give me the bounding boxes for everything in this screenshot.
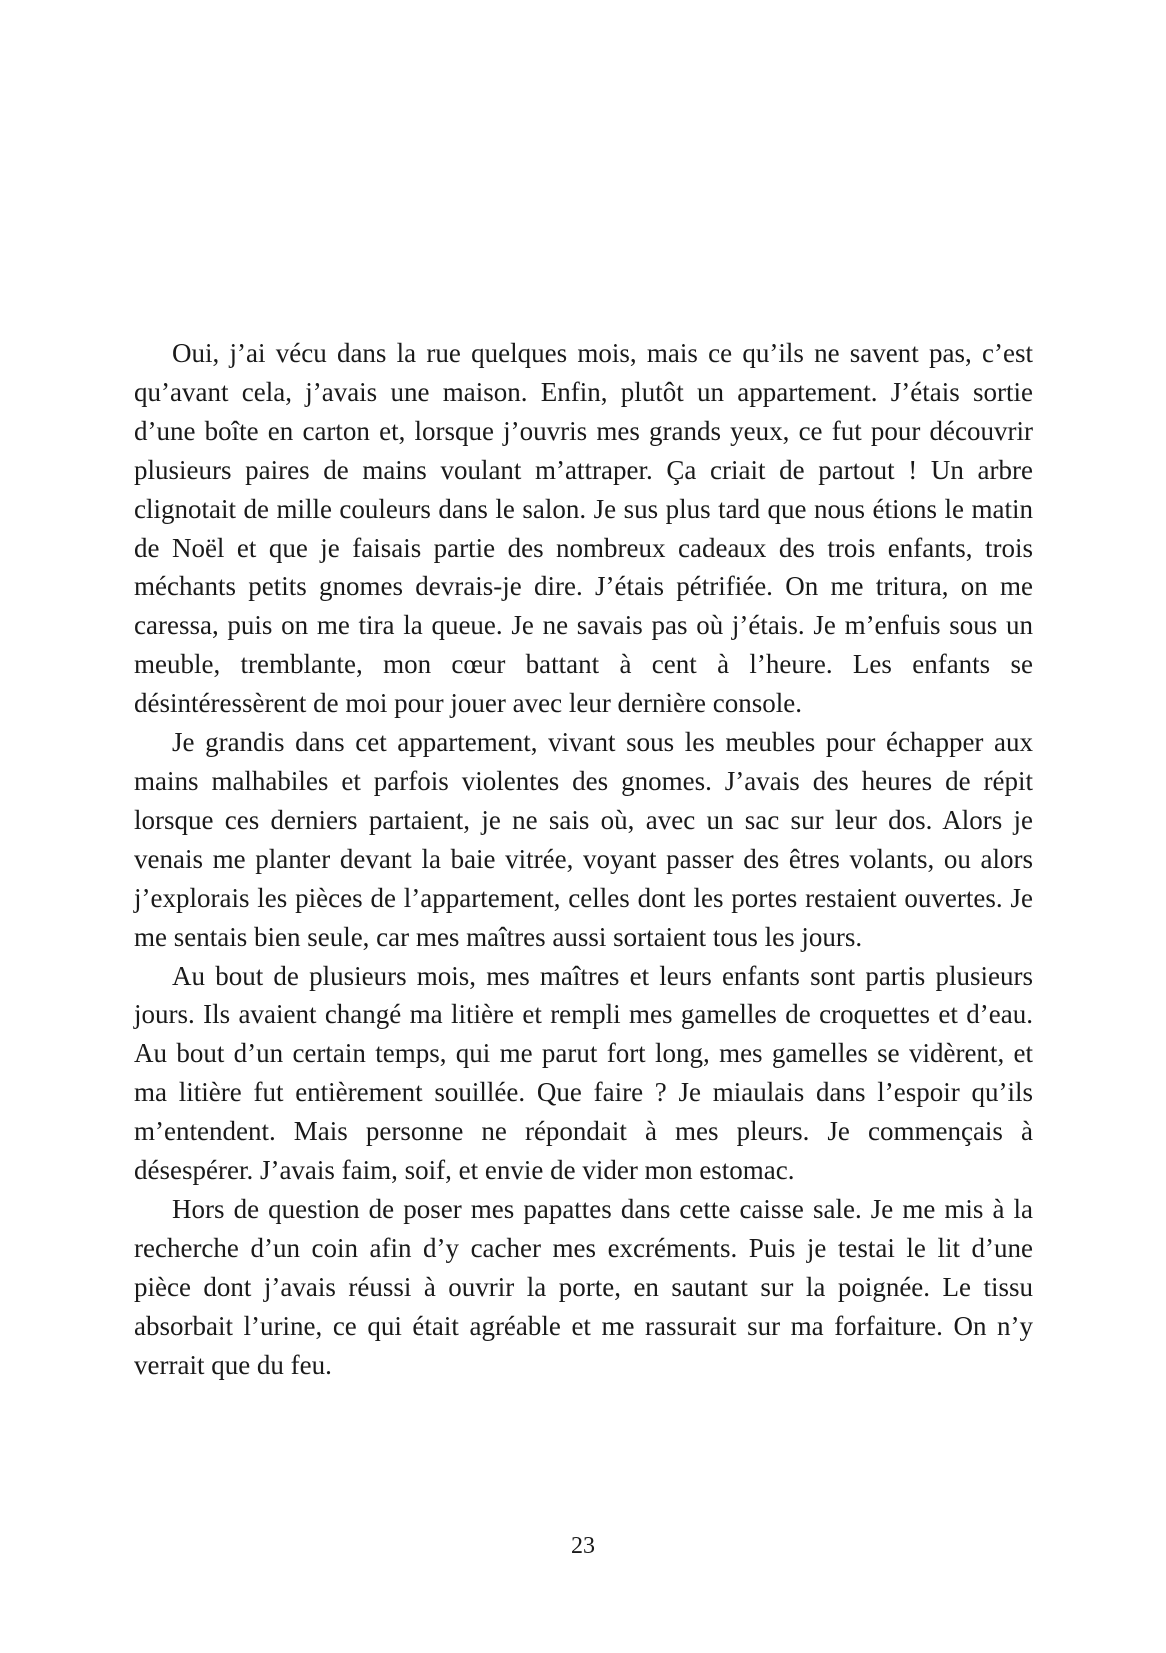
paragraph-3: Au bout de plusieurs mois, mes maîtres et leurs enfants sont partis plusieurs jours. Ils avaient changé ma litière et rempli mes gamelles de croquettes et d’eau. Au bout d’un certain temps, qui me parut fort long, mes gamelles se vidèrent, et ma litière fut entièrement souillée. Que faire ? Je miaulais dans l’espoir qu’ils m’entendent. Mais personne ne répondait à mes pleurs. Je commençais à désespérer. J’avais faim, soif, et envie de vider mon estomac. [134, 960, 1033, 1186]
paragraph-4: Hors de question de poser mes papattes dans cette caisse sale. Je me mis à la recherche d’un coin afin d’y cacher mes excréments. Puis je testai le lit d’une pièce dont j’avais réussi à ouvrir la porte, en sautant sur la poignée. Le tissu absorbait l’urine, ce qui était agréable et me rassurait sur ma forfaiture. On n’y verrait que du feu. [134, 1193, 1033, 1380]
paragraph-2: Je grandis dans cet appartement, vivant sous les meubles pour échapper aux mains malhabiles et parfois violentes des gnomes. J’avais des heures de répit lorsque ces derniers partaient, je ne sais où, avec un sac sur leur dos. Alors je venais me planter devant la baie vitrée, voyant passer des êtres volants, ou alors j’explorais les pièces de l’appartement, celles dont les portes restaient ouvertes. Je me sentais bien seule, car mes maîtres aussi sortaient tous les jours. [134, 727, 1033, 952]
body-text [134, 334, 1033, 1384]
page-number: 23 [571, 1533, 595, 1559]
paragraph-1: Oui, j’ai vécu dans la rue quelques mois, mais ce qu’ils ne savent pas, c’est qu’avant cela, j’avais une maison. Enfin, plutôt un appartement. J’étais sortie d’une boîte en carton et, lorsque j’ouvris mes grands yeux, ce fut pour découvrir plusieurs paires de mains voulant m’attraper. Ça criait de partout ! Un arbre clignotait de mille couleurs dans le salon. Je sus plus tard que nous étions le matin de Noël et que je faisais partie des nombreux cadeaux des trois enfants, trois méchants petits gnomes devrais-je dire. J’étais pétrifiée. On me tritura, on me caressa, puis on me tira la queue. Je ne savais pas où j’étais. Je m’enfuis sous un meuble, tremblante, mon cœur battant à cent à l’heure. Les enfants se désintéressèrent de moi pour jouer avec leur dernière console. [134, 338, 1033, 719]
